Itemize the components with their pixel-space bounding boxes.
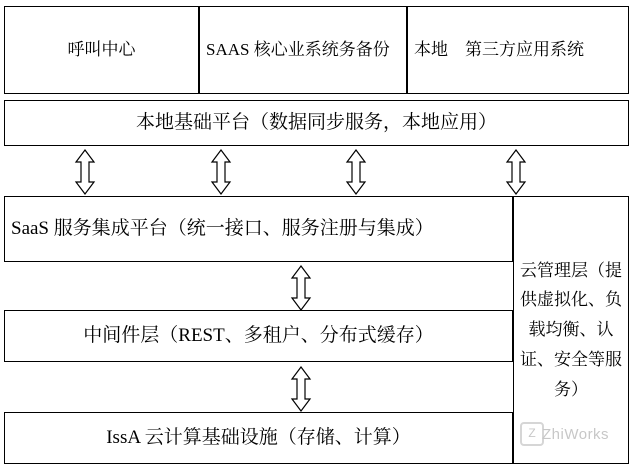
node-cloud-management[interactable] (513, 196, 629, 464)
watermark-logo-icon: Z (520, 422, 544, 446)
node-saas-core-label: SAAS 核心业系统务备份 (206, 40, 390, 60)
node-call-center[interactable] (4, 6, 199, 94)
double-arrow-icon (505, 149, 527, 195)
node-issa-infrastructure[interactable] (4, 412, 513, 464)
node-saas-platform[interactable] (4, 196, 513, 262)
node-middleware[interactable] (4, 310, 513, 362)
watermark-text: ZhiWorks (542, 426, 610, 443)
node-call-center-label: 呼叫中心 (67, 40, 136, 60)
node-cloud-management-label: 云管理层（提供虚拟化、负载均衡、认证、安全等服务） (520, 260, 622, 399)
node-issa-infrastructure-label: IssA 云计算基础设施（存储、计算） (106, 426, 411, 448)
node-saas-platform-label: SaaS 服务集成平台（统一接口、服务注册与集成） (11, 217, 434, 239)
node-middleware-label: 中间件层（REST、多租户、分布式缓存） (83, 324, 434, 346)
node-local-platform-label: 本地基础平台（数据同步服务，本地应用） (135, 111, 497, 133)
node-local-third-party[interactable] (407, 6, 629, 94)
node-saas-core[interactable] (199, 6, 407, 94)
node-local-third-party-label: 本地 第三方应用系统 (414, 40, 584, 60)
double-arrow-icon (210, 149, 232, 195)
double-arrow-icon (74, 149, 96, 195)
double-arrow-icon (290, 366, 312, 412)
node-local-platform[interactable] (4, 100, 629, 146)
double-arrow-icon (345, 149, 367, 195)
double-arrow-icon (290, 265, 312, 311)
